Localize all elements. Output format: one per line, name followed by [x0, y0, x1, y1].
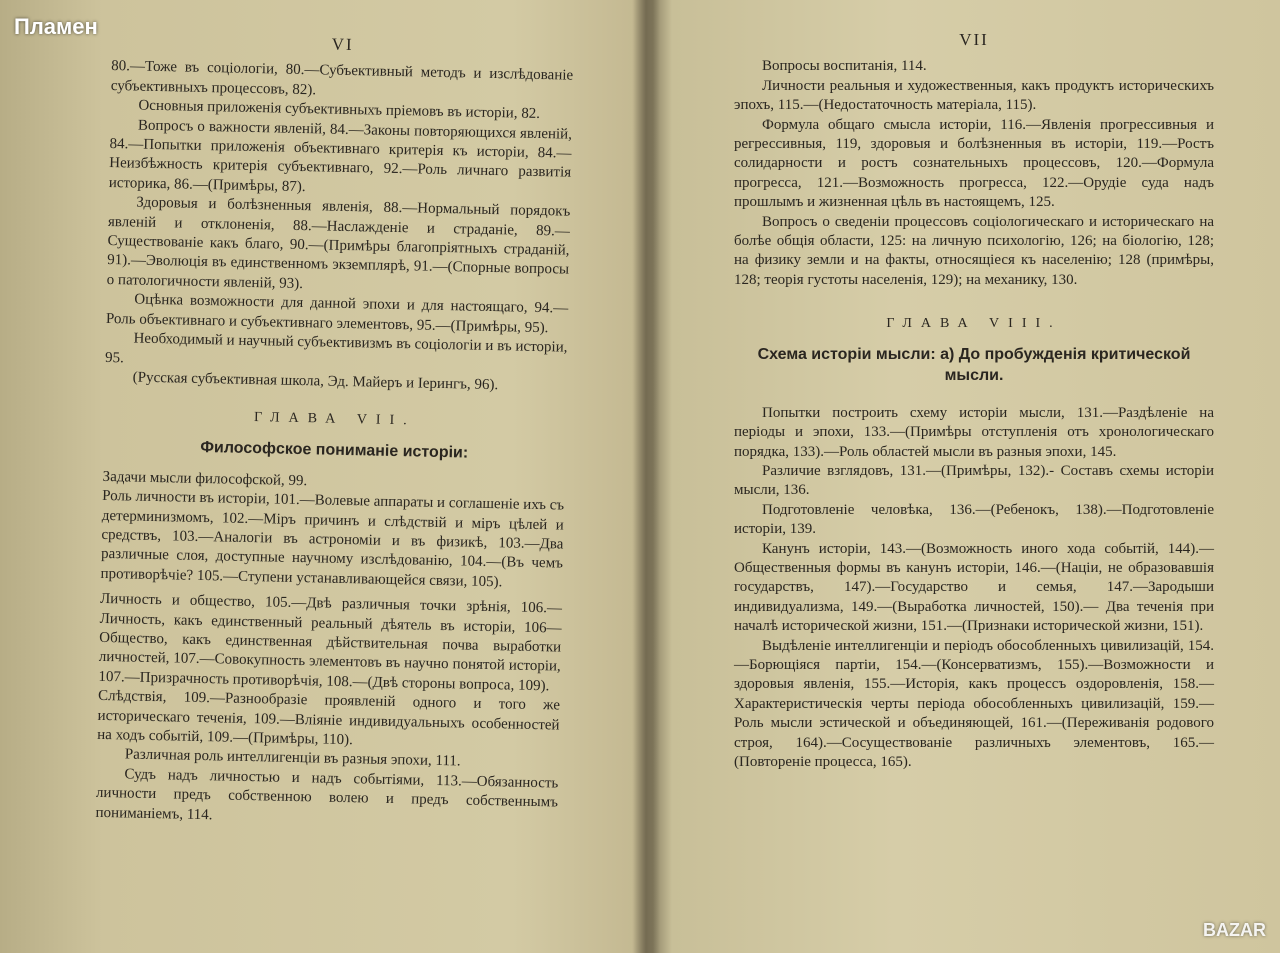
toc-entry: Оцѣнка возможности для данной эпохи и для настоящаго, 94.—Роль объективнаго и субъективнаго элементовъ, 95.—(Примѣры, 95). [105, 291, 569, 336]
toc-entry: Личность и общество, 105.—Двѣ различныя точки зрѣнія, 106.—Личность, какъ единственный реальный дѣятель въ исторіи, 106—Общество, какъ единственная дѣйствительная почва выработки личностей, 107.—Совокупность элементовъ въ научно понятой исторіи, 107.—Призрачность противорѣчія, 108.—(Двѣ стороны вопроса, 109). [98, 591, 563, 695]
toc-entry: Слѣдствія, 109.—Разнообразіе проявленій одного и того же историческаго теченія, 109.—Вліяніе индивидуальныхъ особенностей на ходъ событій, 109.—(Примѣры, 110). [97, 688, 561, 749]
chapter-label: ГЛАВА VIII. [886, 316, 1062, 332]
toc-entry: Необходимый и научный субъективизмъ въ соціологіи и въ исторіи, 95. [104, 330, 568, 366]
chapter-title: Схема исторіи мысли: а) До пробужденія критической мысли. [757, 345, 1191, 384]
right-page [734, 30, 1214, 772]
toc-entry: Задачи мысли философской, 99. [102, 468, 308, 489]
toc-entry: Вопросъ о сведеніи процессовъ соціологическаго и историческаго на болѣе общія области, 125: на личную психологію, 126; на біологію, 128; на физику земли и на факты, относящіеся къ населенію; 128 (примѣры, 128; теорія густоты населенія, 129); на механику, 130. [734, 213, 1214, 288]
toc-entry: Выдѣленіе интеллигенціи и періодъ обособленныхъ цивилизацій, 154.—Борющіяся партіи, 154.—(Консерватизмъ, 155).—Возможности и здоровыя явленія, 155.—Исторія, какъ процессъ оздоровленія, 158.—Характеристическія черты періода обособленныхъ цивилизацій, 159.—Роль мысли эстической и объединяющей, 161.—(Переживанія родового строя, 164).—Сосуществованіе различныхъ элементовъ, 165.—(Повтореніе процесса, 165). [734, 637, 1214, 770]
toc-entry: Вопросы воспитанія, 114. [762, 58, 927, 75]
toc-entry: Судъ надъ личностью и надъ событіями, 113.—Обязанность личности предъ собственною волею и предъ собственнымъ пониманіемъ, 114. [95, 766, 559, 823]
toc-entry: Основныя приложенія субъективныхъ пріемовъ въ исторіи, 82. [138, 97, 541, 123]
toc-entry: Формула общаго смысла исторіи, 116.—Явленія прогрессивныя и регрессивныя, 119, здоровыя и болѣзненныя въ исторіи, 119.—Ростъ солидарности и ростъ сознательныхъ процессовъ, 120.—Формула прогресса, 121.—Возможность прогресса, 122.—Орудіе суда надъ прошлымъ и жизненная цѣль въ настоящемъ, 125. [734, 116, 1214, 211]
toc-entry: (Русская субъективная школа, Эд. Майеръ и Іерингъ, 96). [132, 369, 499, 394]
toc-entry: Канунъ исторіи, 143.—(Возможность иного хода событій, 144).—Общественныя формы въ канунъ исторіи, 146.—(Націи, не образовавшія государствъ, 147).—Государство и семья, 147.—Зародыши индивидуализма, 149.—(Выработка личностей, 150).— Два теченія при началѣ исторической жизни, 151.—(Признаки исторической жизни, 151). [734, 540, 1214, 635]
toc-entry: Различная роль интеллигенціи въ разныя эпохи, 111. [124, 746, 461, 770]
page-number: VI [331, 34, 354, 55]
toc-entry: Подготовленіе человѣка, 136.—(Ребенокъ, 138).—Подготовленіе исторіи, 139. [734, 501, 1214, 538]
book-gutter [632, 0, 660, 953]
toc-entry: Вопросъ о важности явленій, 84.—Законы повторяющихся явленій, 84.—Попытки приложенія объективнаго критерія къ исторіи, 84.—Неизбѣжность критерія субъективнаго, 92.—Роль личнаго развитія историка, 86.—(Примѣры, 87). [108, 117, 573, 195]
left-page [95, 30, 574, 833]
toc-entry: Личности реальныя и художественныя, какъ продуктъ историческихъ эпохъ, 115.—(Недостаточность матеріала, 115). [734, 77, 1214, 114]
toc-entry: Роль личности въ исторіи, 101.—Волевые аппараты и соглашеніе ихъ съ детерминизмомъ, 102.—Міръ причинъ и слѣдствій и міръ цѣлей и средствъ, 103.—Аналогіи въ астрономіи и въ физикѣ, 103.—Два различные слоя, доступные научному изслѣдованію, 104.—(Въ чемъ противорѣчіе? 105.—Ступени устанавливающейся связи, 105). [100, 488, 565, 591]
chapter-title: Философское пониманіе исторіи: [200, 438, 469, 462]
chapter-label: ГЛАВА VII. [253, 410, 416, 429]
toc-entry: Попытки построить схему исторіи мысли, 131.—Раздѣленіе на періоды и эпохи, 133.—(Примѣры отступленія отъ хронологическаго порядка, 133).—Роль областей мысли въ разныя эпохи, 145. [734, 404, 1214, 460]
site-logo: BAZAR [1203, 920, 1266, 940]
toc-entry: Здоровыя и болѣзненныя явленія, 88.—Нормальный порядокъ явленій и отклоненія, 88.—Наслажденіе и страданіе, 89.—Существованіе какъ благо, 90.—(Примѣры благопріятныхъ страданій, 91).—Эволюція въ единственномъ экземплярѣ, 91.—(Спорные вопросы о патологичности явленій, 93). [106, 194, 571, 292]
watermark: Пламен [14, 14, 98, 39]
toc-entry: 80.—Тоже въ соціологіи, 80.—Субъективный методъ и изслѣдованіе субъективныхъ процессовъ, 82). [110, 58, 574, 99]
page-number: VII [959, 30, 989, 49]
toc-entry: Различие взглядовъ, 131.—(Примѣры, 132).- Составъ схемы исторіи мысли, 136. [734, 462, 1214, 499]
